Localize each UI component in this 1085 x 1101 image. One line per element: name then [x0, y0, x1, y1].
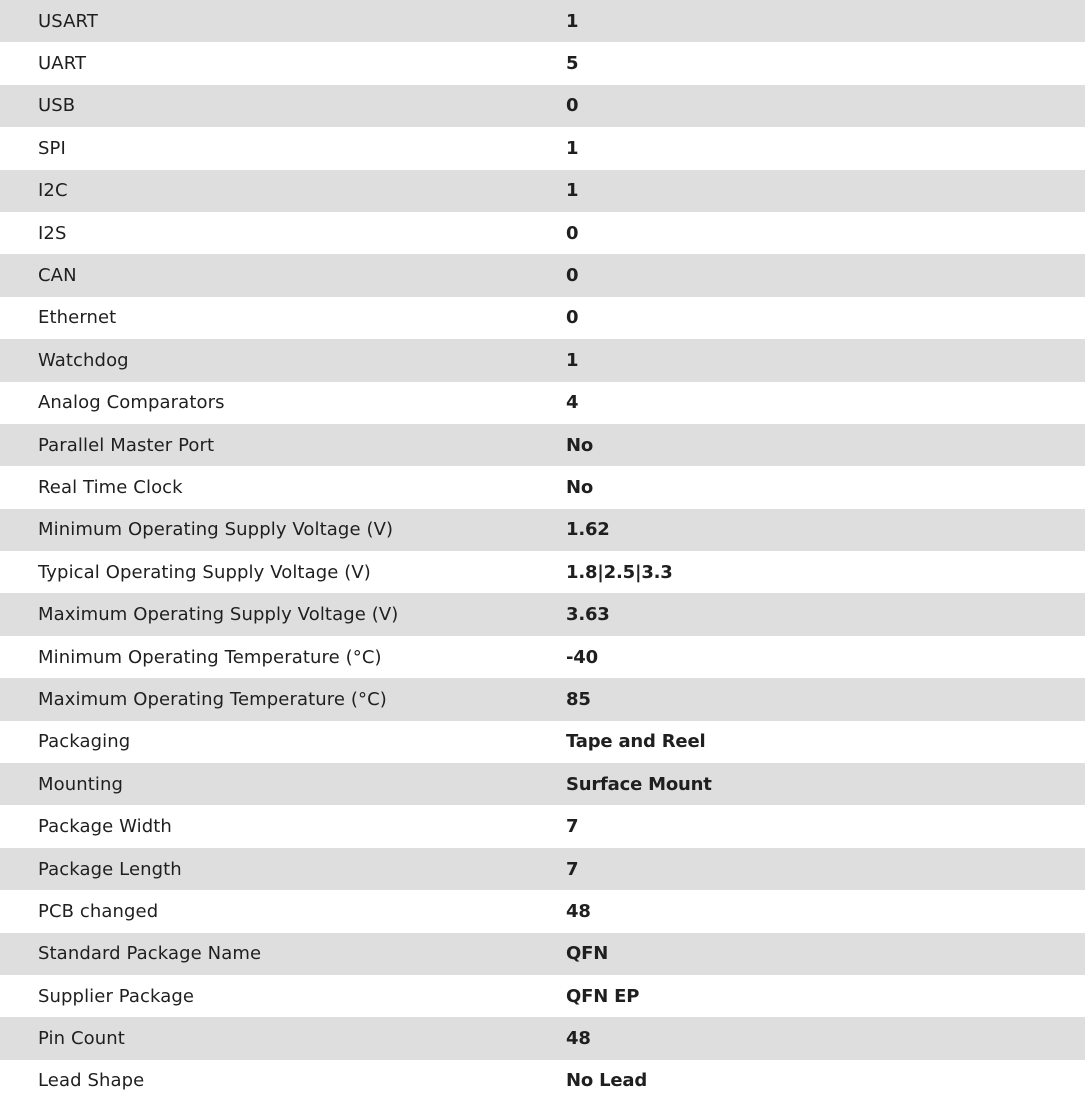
table-row	[0, 212, 1085, 254]
spec-value: Surface Mount	[566, 773, 712, 795]
spec-value: 1	[566, 137, 579, 159]
spec-label: Typical Operating Supply Voltage (V)	[38, 561, 371, 583]
spec-label: USB	[38, 95, 76, 117]
spec-label: Parallel Master Port	[38, 434, 215, 456]
spec-value: No	[566, 476, 594, 498]
table-row	[0, 466, 1085, 508]
spec-value: 0	[566, 95, 579, 117]
spec-value: 85	[566, 688, 591, 710]
spec-value: 7	[566, 858, 579, 880]
spec-label: Supplier Package	[38, 985, 195, 1007]
spec-label: I2C	[38, 180, 68, 202]
spec-label: Mounting	[38, 773, 124, 795]
table-row	[0, 890, 1085, 932]
table-row	[0, 1060, 1085, 1101]
spec-label: UART	[38, 53, 87, 75]
spec-value: 48	[566, 1028, 591, 1050]
table-row	[0, 805, 1085, 847]
table-row	[0, 848, 1085, 890]
spec-value: No	[566, 434, 594, 456]
table-row	[0, 763, 1085, 805]
spec-value: -40	[566, 646, 598, 668]
table-row	[0, 551, 1085, 593]
spec-value: QFN EP	[566, 985, 640, 1007]
table-row	[0, 636, 1085, 678]
spec-value: 1.62	[566, 519, 610, 541]
spec-label: Minimum Operating Supply Voltage (V)	[38, 519, 394, 541]
table-row	[0, 254, 1085, 296]
spec-value: 7	[566, 816, 579, 838]
spec-value: 1	[566, 349, 579, 371]
table-row	[0, 678, 1085, 720]
spec-value: 1.8|2.5|3.3	[566, 561, 673, 583]
spec-value: 0	[566, 222, 579, 244]
spec-value: QFN	[566, 943, 609, 965]
spec-label: Maximum Operating Supply Voltage (V)	[38, 604, 399, 626]
spec-value: 0	[566, 307, 579, 329]
spec-value: Tape and Reel	[566, 731, 706, 753]
table-row	[0, 339, 1085, 381]
spec-value: 1	[566, 10, 579, 32]
table-row	[0, 0, 1085, 42]
table-row	[0, 42, 1085, 84]
table-row	[0, 509, 1085, 551]
table-row	[0, 1017, 1085, 1059]
table-row	[0, 127, 1085, 169]
spec-label: CAN	[38, 265, 77, 287]
spec-label: PCB changed	[38, 900, 159, 922]
table-row	[0, 593, 1085, 635]
spec-label: Ethernet	[38, 307, 117, 329]
table-row	[0, 424, 1085, 466]
spec-label: Pin Count	[38, 1028, 125, 1050]
spec-label: I2S	[38, 222, 67, 244]
table-row	[0, 297, 1085, 339]
spec-label: USART	[38, 10, 98, 32]
spec-label: Standard Package Name	[38, 943, 262, 965]
table-row	[0, 933, 1085, 975]
spec-value: 0	[566, 265, 579, 287]
spec-label: Watchdog	[38, 349, 129, 371]
spec-label: Packaging	[38, 731, 131, 753]
spec-label: Analog Comparators	[38, 392, 225, 414]
spec-value: 3.63	[566, 604, 610, 626]
spec-value: 48	[566, 900, 591, 922]
spec-value: 1	[566, 180, 579, 202]
spec-value: No Lead	[566, 1070, 648, 1092]
spec-value: 5	[566, 53, 579, 75]
spec-label: Package Length	[38, 858, 182, 880]
spec-label: Maximum Operating Temperature (°C)	[38, 688, 387, 710]
spec-label: Real Time Clock	[38, 476, 183, 498]
spec-label: Minimum Operating Temperature (°C)	[38, 646, 382, 668]
table-row	[0, 382, 1085, 424]
spec-label: Lead Shape	[38, 1070, 145, 1092]
table-row	[0, 170, 1085, 212]
table-row	[0, 975, 1085, 1017]
table-row	[0, 85, 1085, 127]
table-row	[0, 721, 1085, 763]
spec-value: 4	[566, 392, 579, 414]
spec-label: Package Width	[38, 816, 172, 838]
spec-label: SPI	[38, 137, 66, 159]
